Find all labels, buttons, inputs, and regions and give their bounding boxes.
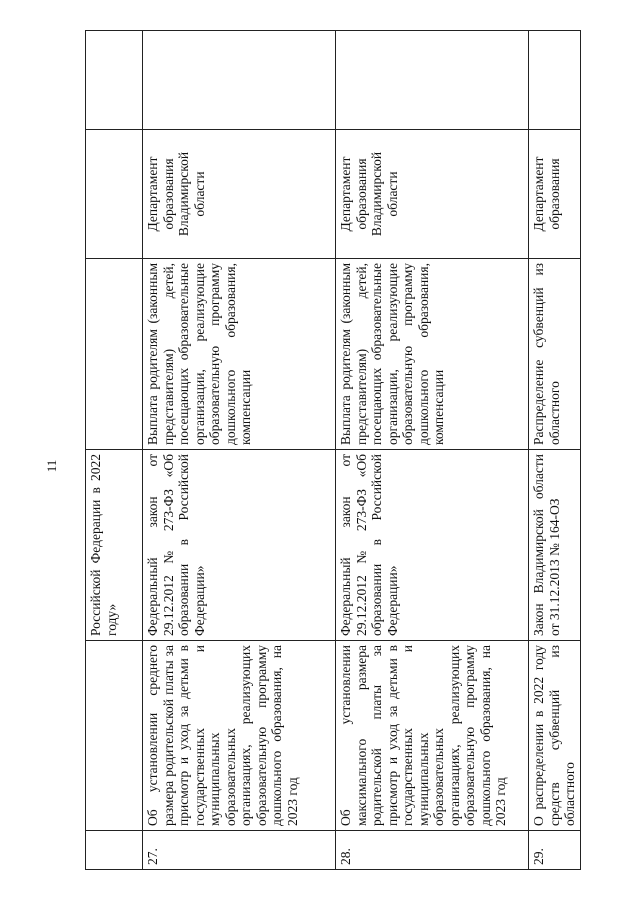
regulation-table xyxy=(85,30,581,870)
blank-cell xyxy=(529,31,581,130)
act-title: Об установлении максимального размера родительской платы за присмотр и уход за детьми в государственных и муниципальных образовательных организациях, реализующих образовательную программу дошкольного образования, на 2023 год xyxy=(338,645,508,826)
executor: Департамент образования Владимирской области xyxy=(145,151,207,237)
subject: Распределение субвенций из областного xyxy=(531,263,562,445)
legal-basis-cell xyxy=(143,450,336,641)
subject: Выплата родителям (законным представителям) детей, посещающих образовательные организации, реализующие образовательную программу дошкольного образования, компенсации xyxy=(145,263,253,445)
executor-cell xyxy=(529,130,581,259)
executor: Департамент образования Владимирской области xyxy=(338,151,400,237)
legal-basis-cell xyxy=(529,450,581,641)
executor-cell xyxy=(143,130,336,259)
blank-cell xyxy=(143,31,336,130)
act-title-cell xyxy=(529,641,581,831)
table-row xyxy=(86,31,143,870)
blank-cell xyxy=(86,31,143,130)
subject-cell xyxy=(336,259,529,450)
table-row xyxy=(529,31,581,870)
act-title-cell xyxy=(336,641,529,831)
rotated-table-container xyxy=(85,85,587,870)
legal-basis-cell xyxy=(86,450,143,641)
legal-basis: Федеральный закон от 29.12.2012 № 273-ФЗ «Об образовании в Российской Федерации» xyxy=(338,454,400,636)
row-number-cell xyxy=(336,831,529,870)
subject-cell xyxy=(143,259,336,450)
table-row xyxy=(143,31,336,870)
executor-cell xyxy=(86,130,143,259)
row-number-cell xyxy=(529,831,581,870)
legal-basis: Закон Владимирской области от 31.12.2013 № 164-ОЗ xyxy=(531,454,562,636)
legal-basis: Российской Федерации в 2022 году» xyxy=(88,454,119,636)
blank-cell xyxy=(336,31,529,130)
act-title: О распределении в 2022 году средств субвенций из областного xyxy=(531,645,577,826)
executor: Департамент образования xyxy=(531,156,562,232)
subject: Выплата родителям (законным представителям) детей, посещающих образовательные организации, реализующие образовательную программу дошкольного образования, компенсации xyxy=(338,263,446,445)
row-number-cell xyxy=(86,831,143,870)
row-number: 27. xyxy=(145,848,160,865)
row-number-cell xyxy=(143,831,336,870)
subject-cell xyxy=(529,259,581,450)
legal-basis-cell xyxy=(336,450,529,641)
act-title: Об установлении среднего размера родительской платы за присмотр и уход за детьми в государственных и муниципальных образовательных организациях, реализующих образовательную программу дошкольного образования, на 2023 год xyxy=(145,645,300,826)
act-title-cell xyxy=(86,641,143,831)
executor-cell xyxy=(336,130,529,259)
row-number: 29. xyxy=(531,848,546,865)
page-number: 11 xyxy=(44,459,59,473)
table-row xyxy=(336,31,529,870)
subject-cell xyxy=(86,259,143,450)
row-number: 28. xyxy=(338,848,353,865)
legal-basis: Федеральный закон от 29.12.2012 № 273-ФЗ «Об образовании в Российской Федерации» xyxy=(145,454,207,636)
act-title-cell xyxy=(143,641,336,831)
